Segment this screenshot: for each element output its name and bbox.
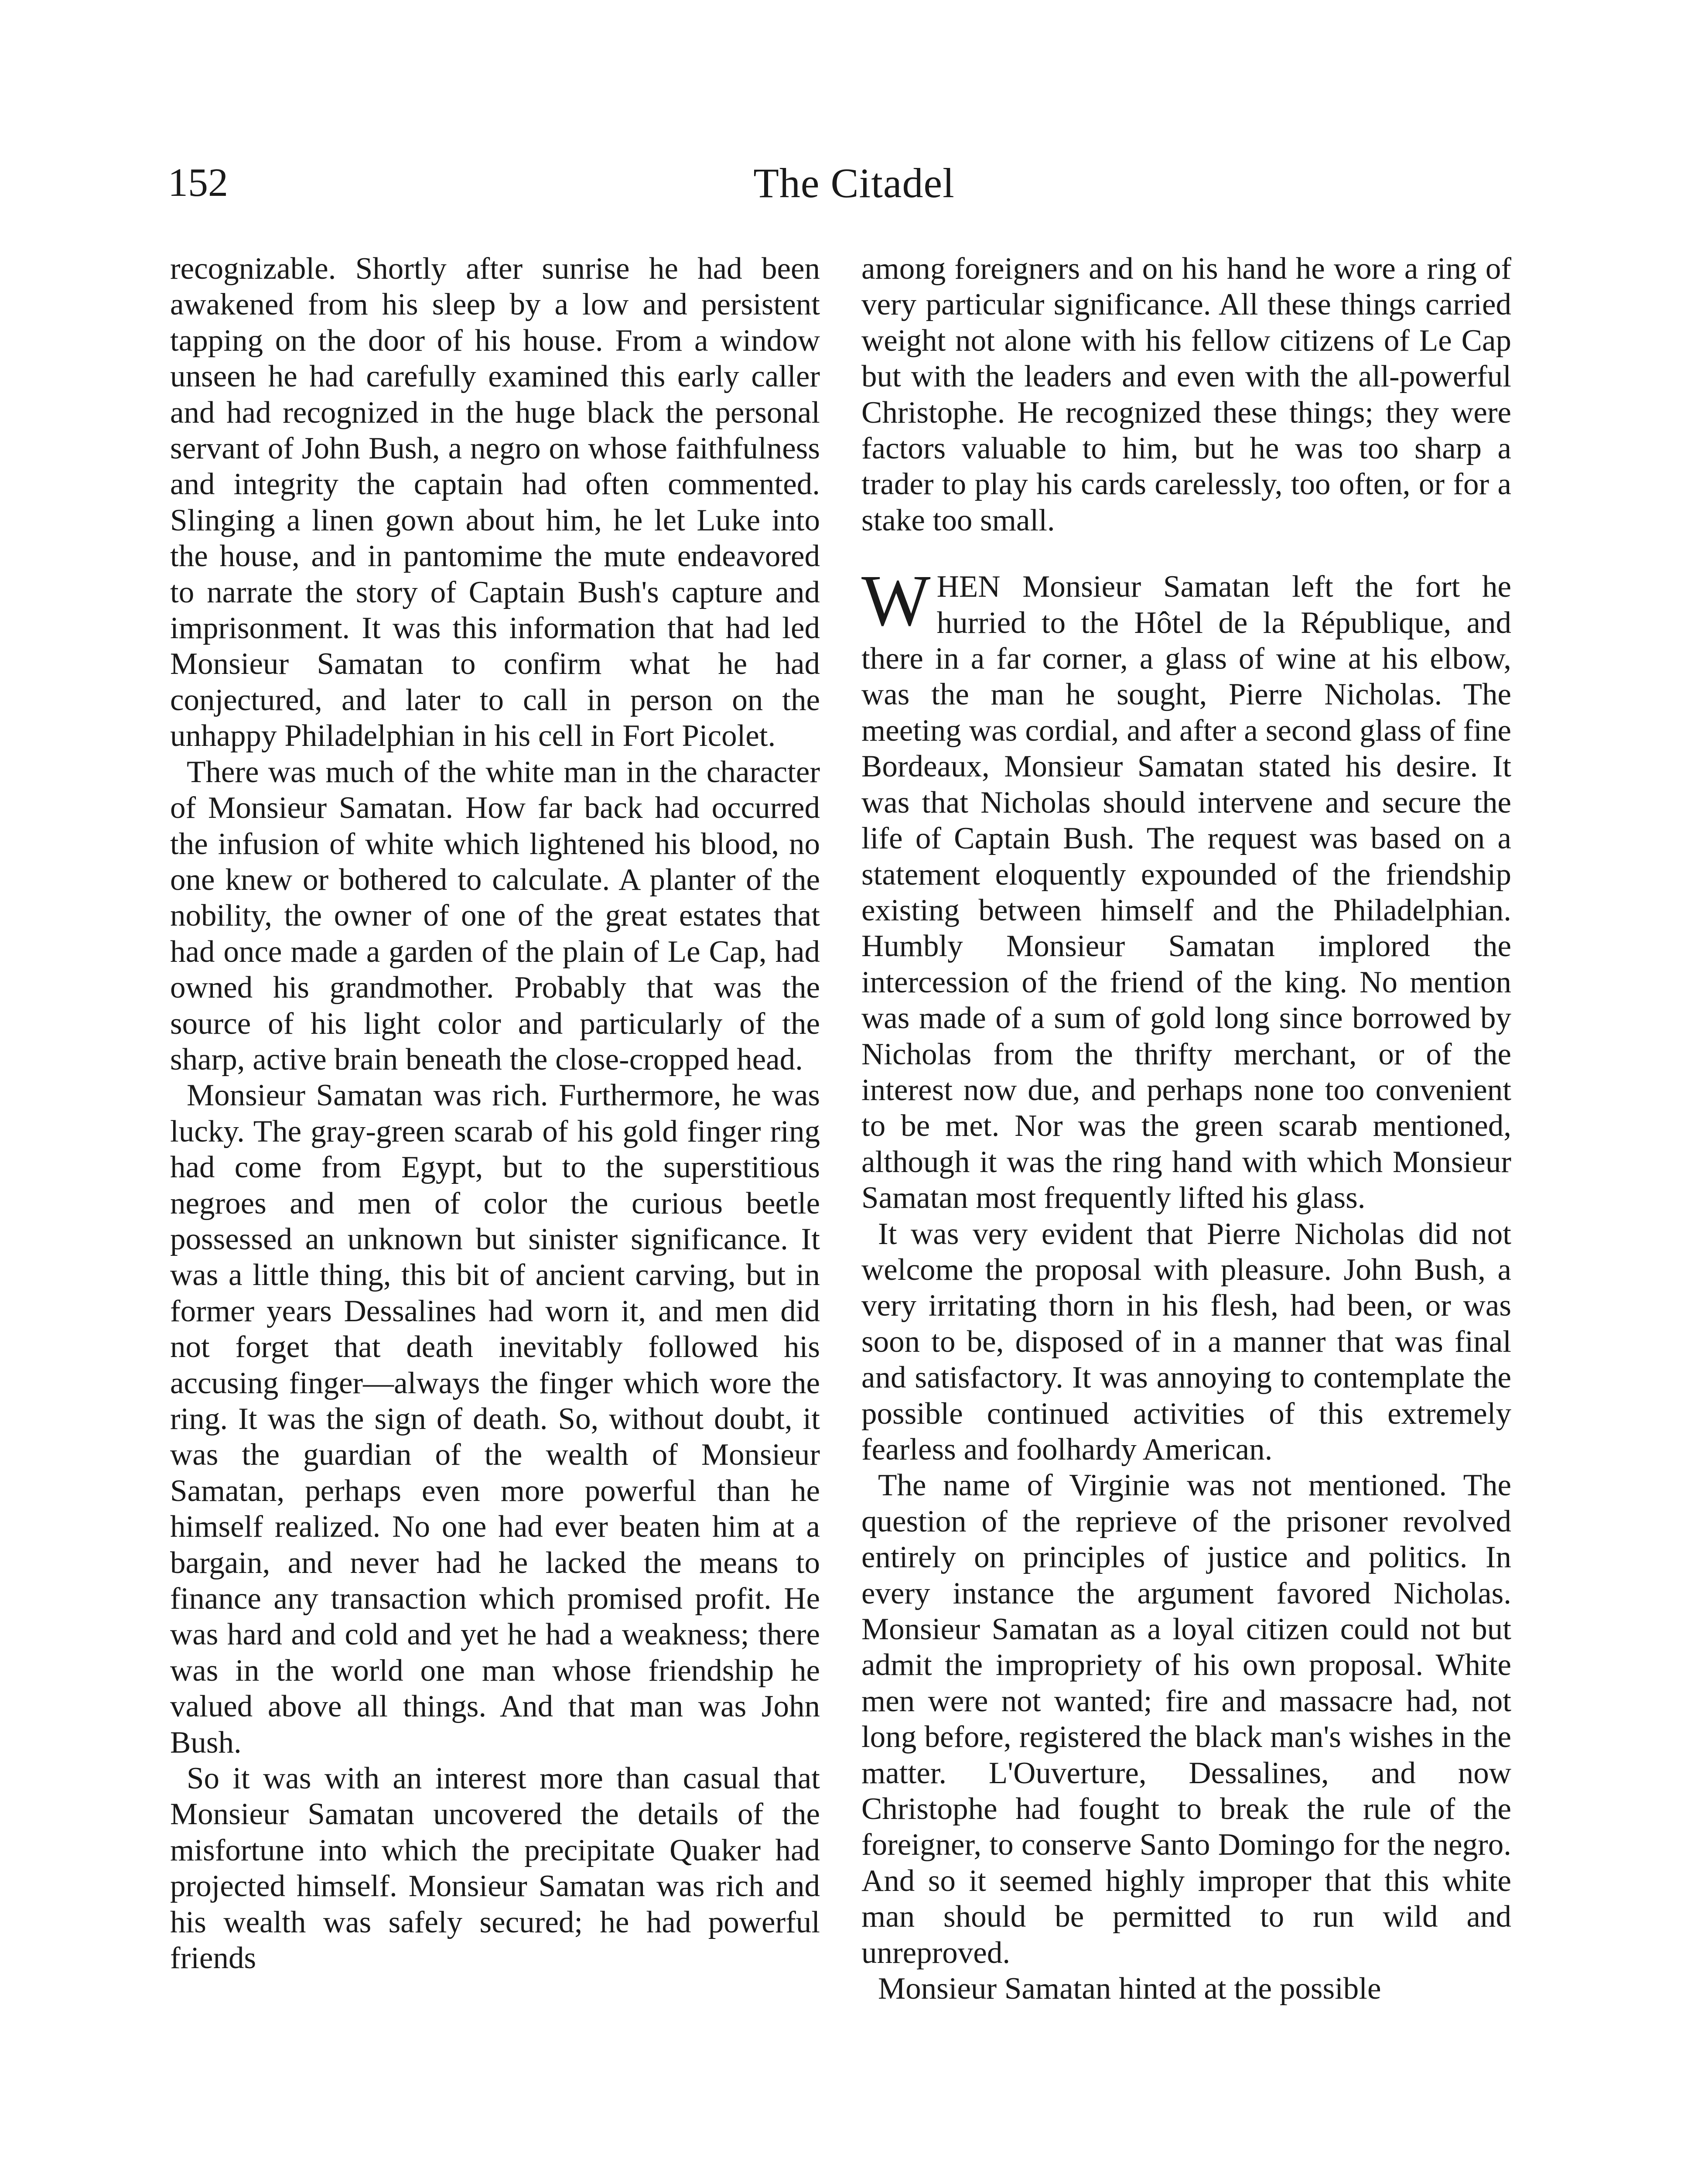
- paragraph: So it was with an interest more than casual that Monsieur Samatan uncovered the details of the misfortune into which the precipitate Quaker had projected himself. Monsieur Samatan was rich and his wealth was safely secured; he had powerful friends: [170, 1761, 820, 1976]
- drop-cap: W: [861, 560, 931, 642]
- paragraph: among foreigners and on his hand he wore a ring of very particular significance. All these things carried weight not alone with his fellow citizens of Le Cap but with the leaders and even with the all-powerful Christophe. He recognized these things; they were factors valuable to him, but he was too sharp a trader to play his cards carelessly, too often, or for a stake too small.: [861, 252, 1511, 537]
- section-break: [861, 538, 1511, 569]
- page-number: 152: [168, 160, 228, 205]
- paragraph: recognizable. Shortly after sunrise he had been awakened from his sleep by a low and persistent tapping on the door of his house. From a window unseen he had carefully examined this early caller and had recognized in the huge black the personal servant of John Bush, a negro on whose faithfulness and integrity the captain had often commented. Slinging a linen gown about him, he let Luke into the house, and in pantomime the mute endeavored to narrate the story of Captain Bush's capture and imprisonment. It was this information that had led Monsieur Samatan to confirm what he had conjectured, and later to call in person on the unhappy Philadelphian in his cell in Fort Picolet.: [170, 252, 820, 753]
- running-title: The Citadel: [753, 160, 955, 206]
- paragraph: There was much of the white man in the character of Monsieur Samatan. How far back had occurred the infusion of white which lightened his blood, no one knew or bothered to calculate. A planter of the nobility, the owner of one of the great estates that had once made a garden of the plain of Le Cap, had owned his grandmother. Probably that was the source of his light color and particularly of the sharp, active brain beneath the close-cropped head.: [170, 755, 820, 1077]
- right-column: [861, 251, 1511, 2007]
- left-column: [170, 251, 820, 1976]
- paragraph: Monsieur Samatan hinted at the possible: [878, 1972, 1381, 2006]
- paragraph: Monsieur Samatan was rich. Furthermore, he was lucky. The gray-green scarab of his gold finger ring had come from Egypt, but to the superstitious negroes and men of color the curious beetle possessed an unknown but sinister significance. It was a little thing, this bit of ancient carving, but in former years Dessalines had worn it, and men did not forget that death inevitably followed his accusing finger—always the finger which wore the ring. It was the sign of death. So, without doubt, it was the guardian of the wealth of Monsieur Samatan, perhaps even more powerful than he himself realized. No one had ever beaten him at a bargain, and never had he lacked the means to finance any transaction which promised profit. He was hard and cold and yet he had a weakness; there was in the world one man whose friendship he valued above all things. And that man was John Bush.: [170, 1078, 820, 1760]
- section-opening-paragraph: [861, 560, 1511, 1216]
- section-opening-text: HEN Monsieur Samatan left the fort he hurried to the Hôtel de la République, and there in a far corner, a glass of wine at his elbow, was the man he sought, Pierre Nicholas. The meeting was cordial, and after a second glass of fine Bordeaux, Monsieur Samatan stated his desire. It was that Nicholas should intervene and secure the life of Captain Bush. The request was based on a statement eloquently expounded of the friendship existing between himself and the Philadelphian. Humbly Monsieur Samatan implored the intercession of the friend of the king. No mention was made of a sum of gold long since borrowed by Nicholas from the thrifty merchant, or of the interest now due, and perhaps none too convenient to be met. Nor was the green scarab mentioned, although it was the ring hand with which Monsieur Samatan most frequently lifted his glass.: [861, 570, 1511, 1215]
- paragraph: The name of Virginie was not mentioned. The question of the reprieve of the prisoner revolved entirely on principles of justice and politics. In every instance the argument favored Nicholas. Monsieur Samatan as a loyal citizen could not but admit the impropriety of his own proposal. White men were not wanted; fire and massacre had, not long before, registered the black man's wishes in the matter. L'Ouverture, Dessalines, and now Christophe had fought to break the rule of the foreigner, to conserve Santo Domingo for the negro. And so it seemed highly improper that this white man should be permitted to run wild and unreproved.: [861, 1468, 1511, 1970]
- paragraph: It was very evident that Pierre Nicholas did not welcome the proposal with pleasure. John Bush, a very irritating thorn in his flesh, had been, or was soon to be, disposed of in a manner that was final and satisfactory. It was annoying to contemplate the possible continued activities of this extremely fearless and foolhardy American.: [861, 1217, 1511, 1467]
